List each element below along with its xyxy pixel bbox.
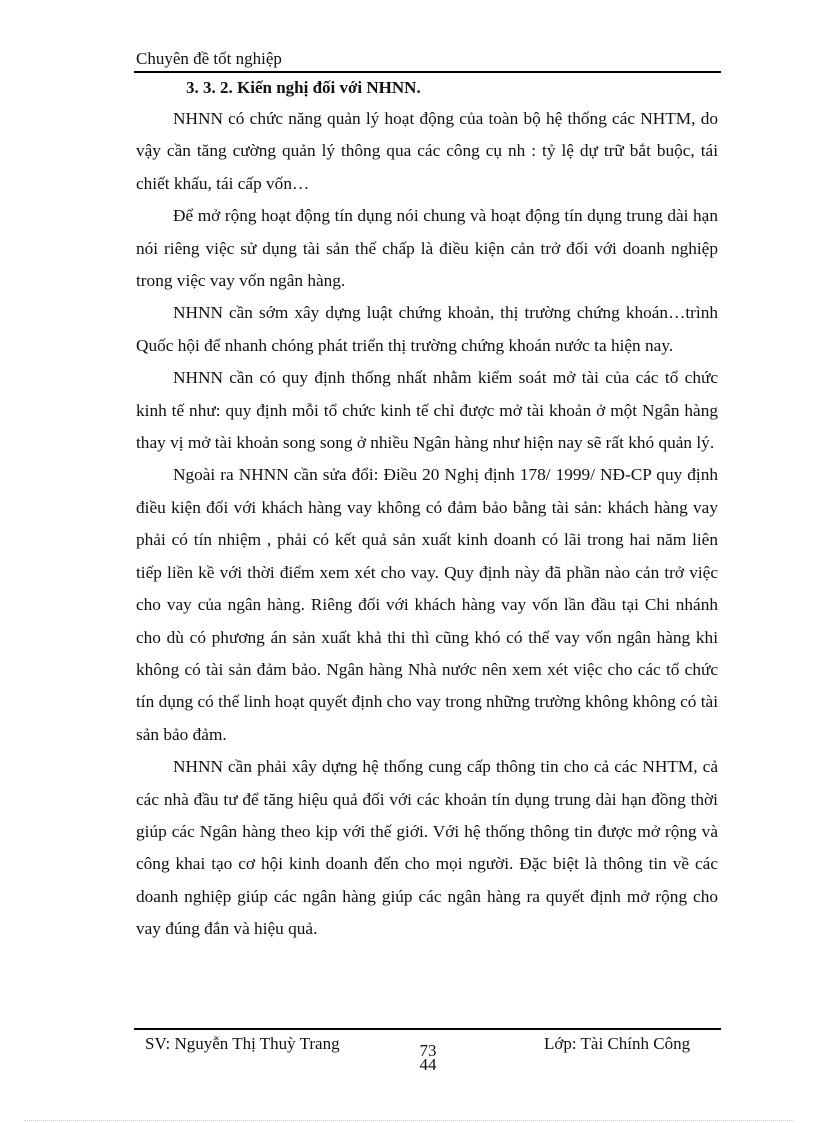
footer-rule [134,1028,721,1030]
running-header: Chuyên đề tốt nghiệp [136,49,282,68]
footer-class-name: Lớp: Tài Chính Công [544,1034,691,1053]
header-rule [134,71,721,73]
paragraph-3: NHNN cần sớm xây dựng luật chứng khoản, thị trường chứng khoán…trình Quốc hội để nhanh chóng phát triển thị trường chứng khoán nước ta hiện nay. [136,303,718,355]
paragraph-4: NHNN cần có quy định thống nhất nhằm kiểm soát mở tài của các tổ chức kinh tế như: quy định mỗi tổ chức kinh tế chỉ được mở tài khoản ở một Ngân hàng thay vị mở tài khoản song song ở nhiều Ngân hàng như hiện nay sẽ rất khó quản lý. [136,368,718,453]
section-heading: 3. 3. 2. Kiến nghị đối với NHNN. [186,78,421,97]
paragraph-5: Ngoài ra NHNN cần sửa đổi: Điều 20 Nghị định 178/ 1999/ NĐ-CP quy định điều kiện đối với khách hàng vay không có đảm bảo bằng tài sản: khách hàng vay phải có tín nhiệm , phải có kết quả sản xuất kinh doanh có lãi trong hai năm liên tiếp liền kề với thời điểm xem xét cho vay. Quy định này đã phần nào cản trở việc cho vay của ngân hàng. Riêng đối với khách hàng vay vốn lần đầu tại Chi nhánh cho dù có phương án sản xuất khả thi thì cũng khó có thể vay vốn ngân hàng khi không có tài sản đảm bảo. Ngân hàng Nhà nước nên xem xét việc cho các tổ chức tín dụng có thể linh hoạt quyết định cho vay trong những trường không không có tài sản bảo đảm. [136,465,718,744]
paragraph-2: Để mở rộng hoạt động tín dụng nói chung và hoạt động tín dụng trung dài hạn nói riêng việc sử dụng tài sản thế chấp là điều kiện cản trở đối với doanh nghiệp trong việc vay vốn ngân hàng. [136,206,718,291]
footer-page-number-alt: 44 [419,1055,437,1074]
footer-page-number: 73 [419,1041,437,1060]
paragraph-1: NHNN có chức năng quản lý hoạt động của toàn bộ hệ thống các NHTM, do vậy cần tăng cường quản lý thông qua các công cụ nh : tỷ lệ dự trữ bắt buộc, tái chiết khấu, tái cấp vốn… [136,109,718,193]
footer-student-name: SV: Nguyễn Thị Thuỳ Trang [145,1034,340,1053]
paragraph-6: NHNN cần phải xây dựng hệ thống cung cấp thông tin cho cả các NHTM, cả các nhà đầu tư để tăng hiệu quả đối với các khoản tín dụng trung dài hạn đồng thời giúp các Ngân hàng theo kịp với thế giới. Với hệ thống thông tin được mở rộng và công khai tạo cơ hội kinh doanh đến cho mọi người. Đặc biệt là thông tin về các doanh nghiệp giúp các ngân hàng giúp các ngân hàng ra quyết định mở rộng cho vay đúng đắn và hiệu quả. [136,757,718,939]
page-edge-dots [24,1120,794,1121]
body-text [136,103,718,946]
